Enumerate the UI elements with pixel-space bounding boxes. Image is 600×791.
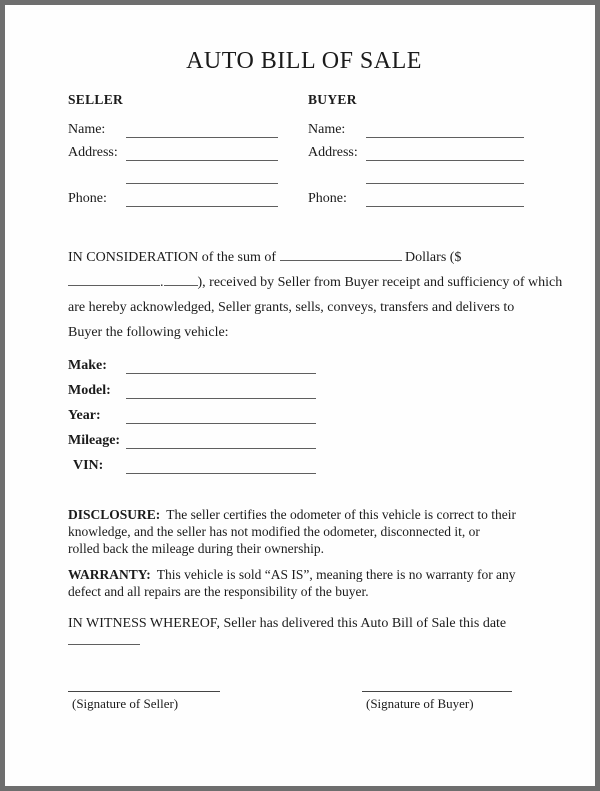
disclosure-line-3: rolled back the mileage during their ownership.	[68, 540, 325, 556]
buyer-signature-block	[362, 691, 512, 712]
buyer-address-row	[308, 138, 524, 161]
buyer-address-field[interactable]	[366, 137, 524, 161]
disclosure-line-1	[68, 506, 540, 523]
warranty-paragraph	[68, 566, 540, 600]
buyer-column	[308, 92, 540, 207]
sale-date-field[interactable]	[68, 636, 140, 645]
year-row	[68, 399, 540, 424]
disclosure-paragraph	[68, 506, 540, 557]
buyer-name-label: Name:	[308, 121, 346, 137]
buyer-phone-field[interactable]	[366, 183, 524, 207]
witness-clause	[68, 614, 540, 634]
year-label: Year:	[68, 407, 101, 423]
bill-of-sale-document	[5, 5, 595, 712]
model-row	[68, 374, 540, 399]
buyer-address2-row	[308, 161, 524, 184]
buyer-phone-row	[308, 184, 524, 207]
buyer-heading: BUYER	[308, 91, 357, 107]
seller-name-row	[68, 115, 278, 138]
consideration-line-3	[68, 295, 540, 320]
buyer-name-field[interactable]	[366, 114, 524, 138]
buyer-name-row	[308, 115, 524, 138]
warranty-heading: WARRANTY:	[68, 566, 151, 582]
seller-address-field[interactable]	[126, 137, 278, 161]
seller-phone-field[interactable]	[126, 183, 278, 207]
consideration-line-1	[68, 245, 540, 270]
consideration-decimal-point: .	[160, 274, 164, 290]
mileage-row	[68, 424, 540, 449]
warranty-line-2: defect and all repairs are the responsibility of the buyer.	[68, 583, 369, 599]
vin-row	[68, 449, 540, 474]
consideration-text-1: IN CONSIDERATION of the sum of	[68, 249, 277, 265]
disclosure-heading: DISCLOSURE:	[68, 506, 161, 522]
seller-address2-field[interactable]	[126, 160, 278, 184]
model-label: Model:	[68, 382, 111, 398]
vehicle-details-section	[68, 349, 540, 474]
seller-phone-row	[68, 184, 278, 207]
buyer-signature-label: (Signature of Buyer)	[366, 695, 474, 711]
consideration-text-dollars: Dollars ($	[405, 249, 462, 265]
document-title: AUTO BILL OF SALE	[186, 48, 422, 74]
seller-signature-block	[68, 691, 220, 712]
model-field[interactable]	[126, 373, 316, 399]
parties-section	[68, 92, 540, 207]
consideration-paragraph	[68, 245, 563, 345]
mileage-label: Mileage:	[68, 432, 121, 448]
buyer-phone-label: Phone:	[308, 190, 347, 206]
dollar-amount-field[interactable]	[68, 272, 160, 286]
seller-name-label: Name:	[68, 121, 106, 137]
consideration-text-3: are hereby acknowledged, Seller grants, sells, conveys, transfers and delivers to	[68, 299, 515, 315]
consideration-line-4	[68, 320, 540, 345]
make-label: Make:	[68, 357, 107, 373]
warranty-text-1: This vehicle is sold “AS IS”, meaning there is no warranty for any	[156, 566, 516, 582]
year-field[interactable]	[126, 398, 316, 424]
consideration-line-2	[68, 270, 563, 295]
buyer-address-label: Address:	[308, 144, 358, 160]
sum-amount-words-field[interactable]	[280, 247, 402, 261]
consideration-text-4: Buyer the following vehicle:	[68, 324, 229, 340]
witness-text: IN WITNESS WHEREOF, Seller has delivered this Auto Bill of Sale this date	[68, 615, 507, 631]
make-field[interactable]	[126, 348, 316, 374]
seller-name-field[interactable]	[126, 114, 278, 138]
seller-phone-label: Phone:	[68, 190, 107, 206]
consideration-text-2: ), received by Seller from Buyer receipt and sufficiency of which	[197, 274, 563, 290]
make-row	[68, 349, 540, 374]
seller-heading: SELLER	[68, 91, 124, 107]
seller-address2-row	[68, 161, 278, 184]
warranty-line-1	[68, 566, 540, 583]
vin-field[interactable]	[126, 448, 316, 474]
seller-signature-label: (Signature of Seller)	[72, 695, 179, 711]
seller-address-row	[68, 138, 278, 161]
seller-address-label: Address:	[68, 144, 118, 160]
signatures-section	[68, 691, 540, 712]
seller-column	[68, 92, 308, 207]
cents-amount-field[interactable]	[164, 272, 198, 286]
disclosure-line-2: knowledge, and the seller has not modified the odometer, disconnected it, or	[68, 523, 480, 539]
mileage-field[interactable]	[126, 423, 316, 449]
vin-label: VIN:	[73, 457, 104, 473]
disclosure-text-1: The seller certifies the odometer of this vehicle is correct to their	[166, 506, 517, 522]
buyer-address2-field[interactable]	[366, 160, 524, 184]
